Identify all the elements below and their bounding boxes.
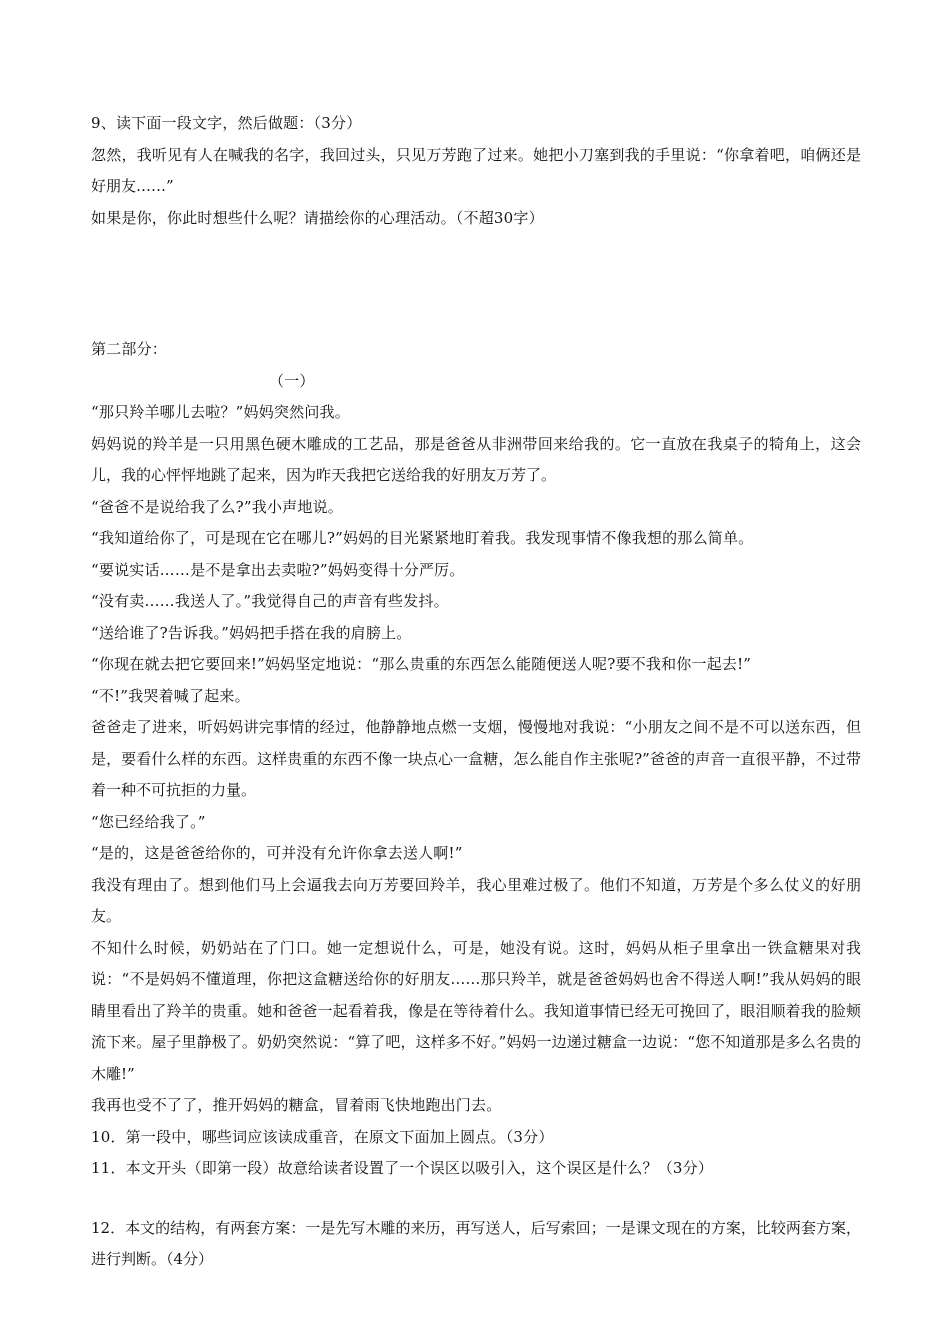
paragraph: 我再也受不了了，推开妈妈的糖盒，冒着雨飞快地跑出门去。	[91, 1096, 502, 1114]
paragraph: “送给谁了?告诉我。”妈妈把手搭在我的肩膀上。	[91, 623, 412, 642]
passage-marker: （一）	[269, 371, 315, 390]
paragraph: “爸爸不是说给我了么?”我小声地说。	[91, 497, 343, 516]
paragraph: 不知什么时候，奶奶站在了门口。她一定想说什么，可是，她没有说。这时，妈妈从柜子里拿出一铁盒糖果对我说：“不是妈妈不懂道理，你把这盒糖送给你的好朋友……那只羚羊，就是爸爸妈妈也舍不得送人啊!”我从妈妈的眼睛里看出了羚羊的贵重。她和爸爸一起看着我，像是在等待着什么。我知道事情已经无可挽回了，眼泪顺着我的脸颊流下来。屋子里静极了。奶奶突然说：“算了吧，这样多不好。”妈妈一边递过糖盒一边说：“您不知道那是多么名贵的木雕!”	[91, 938, 861, 1083]
paragraph: “你现在就去把它要回来!”妈妈坚定地说：“那么贵重的东西怎么能随便送人呢?要不我和你一起去!”	[91, 655, 752, 673]
question-9-passage: 忽然，我听见有人在喊我的名字，我回过头，只见万芳跑了过来。她把小刀塞到我的手里说：“你拿着吧，咱俩还是好朋友……”	[91, 145, 861, 195]
question-12: 12．本文的结构，有两套方案：一是先写木雕的来历，再写送人，后写索回；一是课文现在的方案，比较两套方案，进行判断。（4分）	[91, 1218, 861, 1268]
paragraph: “那只羚羊哪儿去啦？”妈妈突然问我。	[91, 403, 350, 421]
question-11: 11．本文开头（即第一段）故意给读者设置了一个误区以吸引入，这个误区是什么？（3分）	[91, 1159, 714, 1177]
paragraph: “不!”我哭着喊了起来。	[91, 686, 250, 705]
paragraph: “是的，这是爸爸给你的，可并没有允许你拿去送人啊!”	[91, 844, 463, 862]
question-9-prompt: 如果是你，你此时想些什么呢？请描绘你的心理活动。（不超30字）	[91, 208, 544, 227]
section-heading: 第二部分：	[91, 340, 168, 358]
document-page	[91, 108, 861, 1276]
paragraph: 妈妈说的羚羊是一只用黑色硬木雕成的工艺品，那是爸爸从非洲带回来给我的。它一直放在我桌子的犄角上，这会儿，我的心怦怦地跳了起来，因为昨天我把它送给我的好朋友万芳了。	[91, 434, 861, 484]
paragraph: 爸爸走了进来，听妈妈讲完事情的经过，他静静地点燃一支烟，慢慢地对我说：“小朋友之间不是不可以送东西，但是，要看什么样的东西。这样贵重的东西不像一块点心一盒糖，怎么能自作主张呢?”爸爸的声音一直很平静，不过带着一种不可抗拒的力量。	[91, 718, 861, 799]
question-9-title: 9、读下面一段文字，然后做题：（3分）	[91, 114, 362, 132]
paragraph: “我知道给你了，可是现在它在哪儿?”妈妈的目光紧紧地盯着我。我发现事情不像我想的那么简单。	[91, 529, 754, 547]
paragraph: 我没有理由了。想到他们马上会逼我去向万芳要回羚羊，我心里难过极了。他们不知道，万芳是个多么仗义的好朋友。	[91, 875, 861, 925]
answer-space	[91, 1185, 861, 1213]
answer-space	[91, 234, 861, 334]
paragraph: “没有卖……我送人了。”我觉得自己的声音有些发抖。	[91, 592, 449, 610]
paragraph: “要说实话……是不是拿出去卖啦?”妈妈变得十分严厉。	[91, 560, 465, 579]
question-10: 10．第一段中，哪些词应该读成重音，在原文下面加上圆点。（3分）	[91, 1127, 554, 1146]
paragraph: “您已经给我了。”	[91, 812, 206, 831]
